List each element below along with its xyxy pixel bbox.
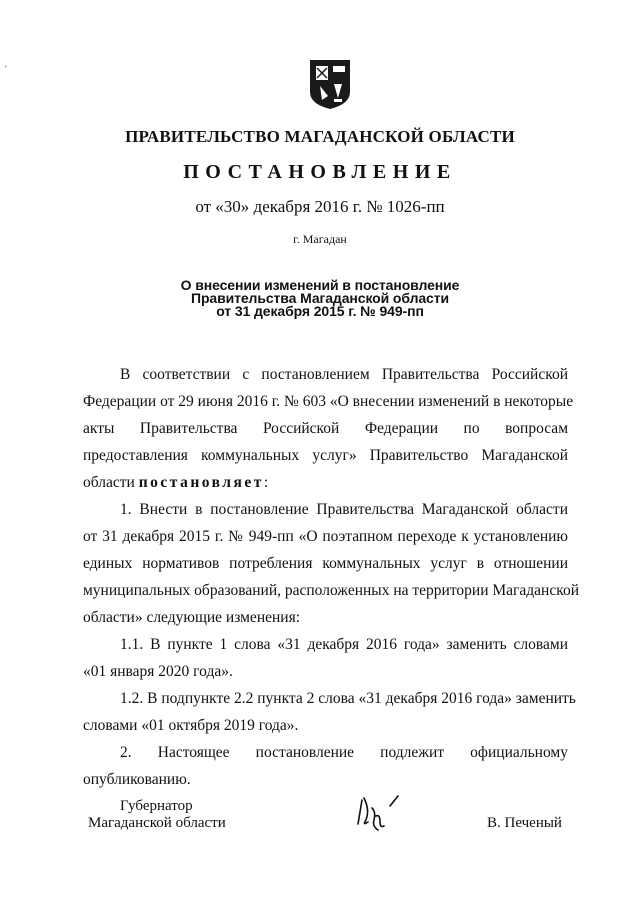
margin-mark: ' xyxy=(5,64,7,74)
document-city: г. Магадан xyxy=(293,232,347,246)
document-type: ПОСТАНОВЛЕНИЕ xyxy=(183,161,457,183)
subject-line: О внесении изменений в постановление xyxy=(180,277,460,293)
document-subject xyxy=(0,279,640,318)
body-line: муниципальных образований, расположенных на территории Магаданской xyxy=(83,582,579,599)
body-line: предоставления коммунальных услуг» Правительство Магаданской xyxy=(83,447,568,464)
body-line: словами «01 октября 2019 года». xyxy=(83,717,299,734)
body-line: опубликованию. xyxy=(83,771,191,788)
signatory-name: В. Печеный xyxy=(487,815,562,831)
subject-line: Правительства Магаданской области xyxy=(191,290,449,306)
document-date-number: от «30» декабря 2016 г. № 1026-пп xyxy=(195,197,445,216)
body-text-fragment: области xyxy=(83,474,139,491)
body-line: 1.1. В пункте 1 слова «31 декабря 2016 года» заменить словами xyxy=(120,636,568,653)
body-line: от 31 декабря 2015 г. № 949-пп «О поэтапном переходе к установлению xyxy=(83,528,568,545)
body-line: Федерации от 29 июня 2016 г. № 603 «О внесении изменений в некоторые xyxy=(83,393,574,410)
body-line: акты Правительства Российской Федерации по вопросам xyxy=(83,420,568,437)
signatory-title-line: Губернатор xyxy=(120,798,193,814)
coat-of-arms-icon xyxy=(308,58,352,110)
body-line: 1.2. В подпункте 2.2 пункта 2 слова «31 декабря 2016 года» заменить xyxy=(120,690,576,707)
signature-icon xyxy=(350,786,410,834)
body-line: 2. Настоящее постановление подлежит официальному xyxy=(120,744,568,761)
body-line: В соответствии с постановлением Правительства Российской xyxy=(120,366,568,383)
signatory-title xyxy=(88,798,226,832)
body-line: области» следующие изменения: xyxy=(83,609,301,626)
body-text-fragment: : xyxy=(263,474,269,491)
body-line: единых нормативов потребления коммунальных услуг в отношении xyxy=(83,555,568,572)
signatory-title-line: Магаданской области xyxy=(88,815,226,831)
government-name: ПРАВИТЕЛЬСТВО МАГАДАНСКОЙ ОБЛАСТИ xyxy=(125,127,515,146)
resolves-keyword: постановляет xyxy=(138,474,264,491)
body-line: 1. Внести в постановление Правительства Магаданской области xyxy=(120,501,568,518)
body-line: «01 января 2020 года». xyxy=(83,663,233,680)
body-text xyxy=(83,361,579,793)
subject-line: от 31 декабря 2015 г. № 949-пп xyxy=(216,303,424,319)
body-line xyxy=(83,469,568,496)
